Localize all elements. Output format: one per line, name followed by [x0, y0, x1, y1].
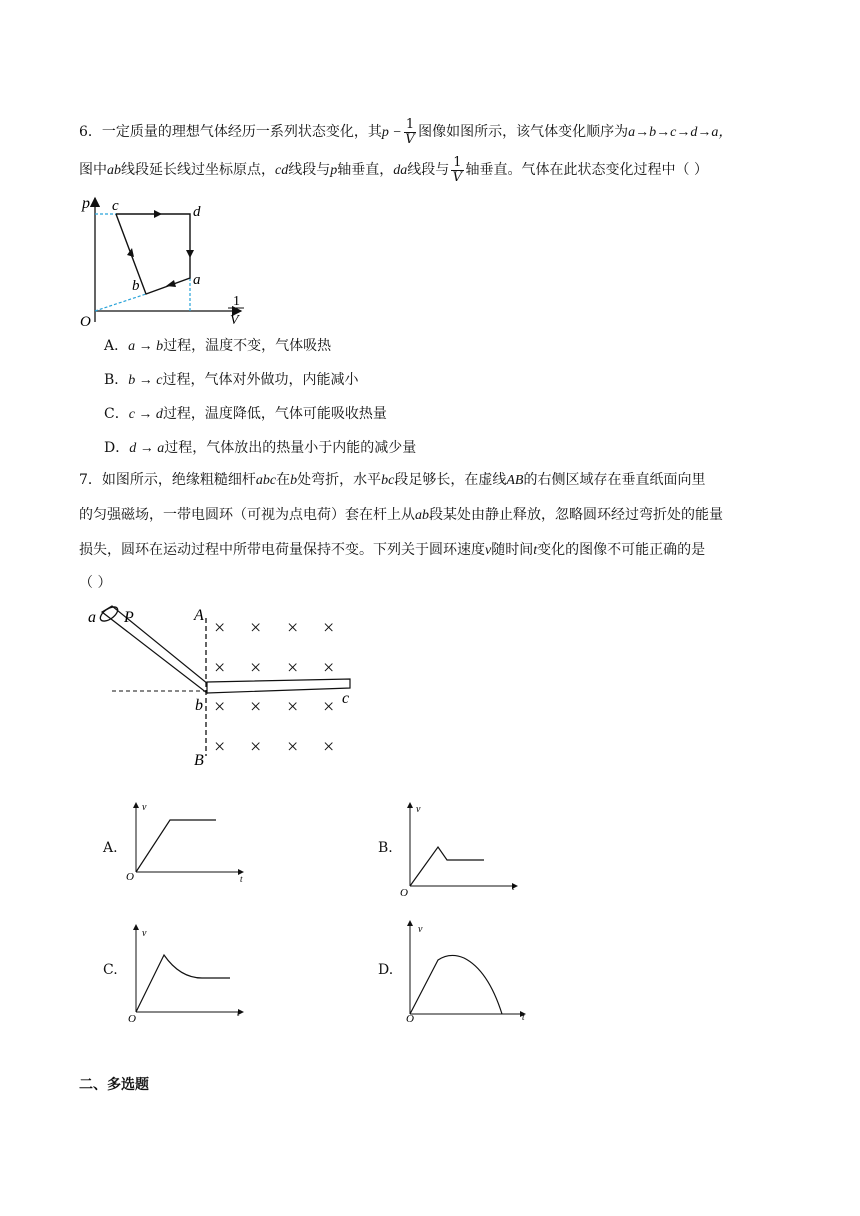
q6-line-1	[79, 112, 732, 152]
cross-icon: ×	[214, 617, 226, 639]
t-label: t	[522, 1012, 525, 1022]
q6-option-d[interactable]	[104, 438, 416, 459]
cross-icon: ×	[287, 657, 299, 679]
q6-text: 线段与	[288, 162, 331, 178]
label-A: A	[194, 607, 204, 624]
q7-text: 的匀强磁场，一带电圆环（可视为点电荷）套在杆上从	[79, 507, 415, 523]
option-expr: b → c	[128, 373, 163, 388]
q7-AB: AB	[506, 473, 524, 488]
cycle-path	[116, 214, 190, 294]
q6-option-c[interactable]	[104, 404, 387, 425]
q6-p-expr: p −	[381, 125, 402, 140]
q6-text: 图中	[79, 162, 107, 178]
q7-option-d-label[interactable]: D.	[378, 962, 394, 978]
q7-line-4	[79, 573, 111, 593]
p-label: p	[82, 195, 90, 212]
cross-icon: ×	[214, 736, 226, 758]
t-label: t	[512, 882, 515, 892]
v-label: v	[418, 924, 423, 935]
q7-text: 变化的图像不可能正确的是	[537, 542, 706, 558]
q6-order: a→b→c→d→a，	[628, 125, 733, 140]
q6-text: 图像如图所示，该气体变化顺序为	[418, 124, 629, 140]
cross-icon: ×	[323, 736, 335, 758]
q7-text: 处弯折，水平	[297, 472, 382, 488]
option-text: 过程，气体对外做功，内能减小	[162, 372, 359, 388]
v-label: v	[416, 804, 421, 815]
label-c: c	[112, 198, 119, 214]
q7-text: 段足够长，在虚线	[394, 472, 507, 488]
q6-text: 轴垂直，	[337, 162, 394, 178]
section-heading: 二、多选题	[79, 1077, 149, 1093]
q6-fraction-2	[451, 156, 463, 185]
q7-option-b-label[interactable]: B.	[378, 840, 393, 856]
v-label: v	[142, 802, 147, 813]
q7-option-a-label[interactable]: A.	[103, 840, 118, 856]
q7-line-1	[79, 470, 705, 491]
frac-num: 1	[453, 154, 462, 170]
option-letter: C．	[104, 406, 129, 422]
q7-answer-blank: （ ）	[79, 575, 112, 591]
cross-icon: ×	[250, 657, 262, 679]
q7-text: 损失，圆环在运动过程中所带电荷量保持不变。下列关于圆环速度	[79, 542, 485, 558]
o-label: O	[126, 871, 134, 883]
cross-icon: ×	[214, 657, 226, 679]
cross-icon: ×	[214, 696, 226, 718]
frac-num: 1	[405, 116, 415, 132]
q6-p: p	[330, 163, 338, 178]
q6-option-b[interactable]	[104, 370, 359, 391]
option-text: 过程，气体放出的热量小于内能的减少量	[164, 440, 417, 456]
option-expr: a → b	[128, 339, 164, 354]
cross-icon: ×	[323, 696, 335, 718]
option-expr: c → d	[128, 407, 163, 422]
q7-v: v	[485, 543, 492, 558]
option-text: 过程，温度降低，气体可能吸收热量	[162, 406, 387, 422]
cross-icon: ×	[323, 617, 335, 639]
option-letter: D．	[104, 440, 130, 456]
v-label: v	[142, 928, 147, 939]
option-letter: B．	[104, 372, 129, 388]
x-num: 1	[233, 294, 240, 309]
frac-den: V	[452, 169, 463, 185]
label-c: c	[342, 690, 350, 707]
q6-pv-graph	[76, 192, 256, 332]
cross-icon: ×	[323, 657, 335, 679]
label-P: P	[124, 609, 134, 626]
q7-graph-d[interactable]	[398, 918, 532, 1024]
q7-graph-a[interactable]	[124, 800, 248, 884]
o-label: O	[128, 1013, 136, 1025]
q7-line-2	[79, 505, 723, 526]
q6-text: 线段与	[407, 162, 450, 178]
q6-text: 轴垂直。气体在此状态变化过程中（ ）	[465, 162, 708, 178]
q7-graph-b[interactable]	[398, 800, 522, 899]
cross-icon: ×	[287, 696, 299, 718]
o-label: O	[406, 1013, 414, 1025]
q7-text: 在	[276, 472, 291, 488]
q7-graph-c[interactable]	[124, 922, 248, 1025]
cross-icon: ×	[250, 696, 262, 718]
cross-icon: ×	[250, 617, 262, 639]
origin-label: O	[80, 314, 91, 330]
q6-text: 线段延长线过坐标原点，	[121, 162, 275, 178]
cross-icon: ×	[250, 736, 262, 758]
q7-b: b	[290, 473, 298, 488]
frac-den: V	[405, 131, 415, 147]
q7-line-3	[79, 540, 705, 561]
x-den: V	[230, 313, 239, 328]
q6-da: da	[393, 163, 408, 178]
q7-ab: ab	[415, 508, 429, 523]
q6-text: 6．一定质量的理想气体经历一系列状态变化，其	[79, 124, 382, 140]
o-label: O	[400, 887, 408, 899]
t-label: t	[240, 874, 243, 884]
option-letter: A．	[104, 338, 129, 354]
label-b: b	[195, 697, 203, 714]
q7-option-c-label[interactable]: C.	[103, 962, 118, 978]
q6-cd: cd	[275, 163, 289, 178]
q6-ab: ab	[107, 163, 121, 178]
q7-t: t	[533, 543, 538, 558]
label-a: a	[193, 272, 201, 288]
cross-icon: ×	[287, 736, 299, 758]
q7-text: 的右侧区域存在垂直纸面向里	[523, 472, 706, 488]
option-expr: d → a	[129, 441, 165, 456]
q6-fraction	[404, 118, 416, 147]
q7-rod-figure	[82, 602, 362, 768]
label-d: d	[193, 204, 201, 220]
q7-text: 随时间	[491, 542, 534, 558]
label-a: a	[88, 609, 96, 626]
cross-icon: ×	[287, 617, 299, 639]
label-B: B	[194, 752, 204, 769]
q6-option-a[interactable]	[104, 336, 331, 357]
option-text: 过程，温度不变，气体吸热	[163, 338, 332, 354]
q7-bc: bc	[381, 473, 395, 488]
q7-text: 7．如图所示，绝缘粗糙细杆	[79, 472, 256, 488]
label-b: b	[132, 278, 140, 294]
q6-line-2	[79, 150, 708, 190]
q7-text: 段某处由静止释放，忽略圆环经过弯折处的能量	[429, 507, 723, 523]
q7-abc: abc	[255, 473, 277, 488]
t-label: t	[237, 1008, 240, 1018]
